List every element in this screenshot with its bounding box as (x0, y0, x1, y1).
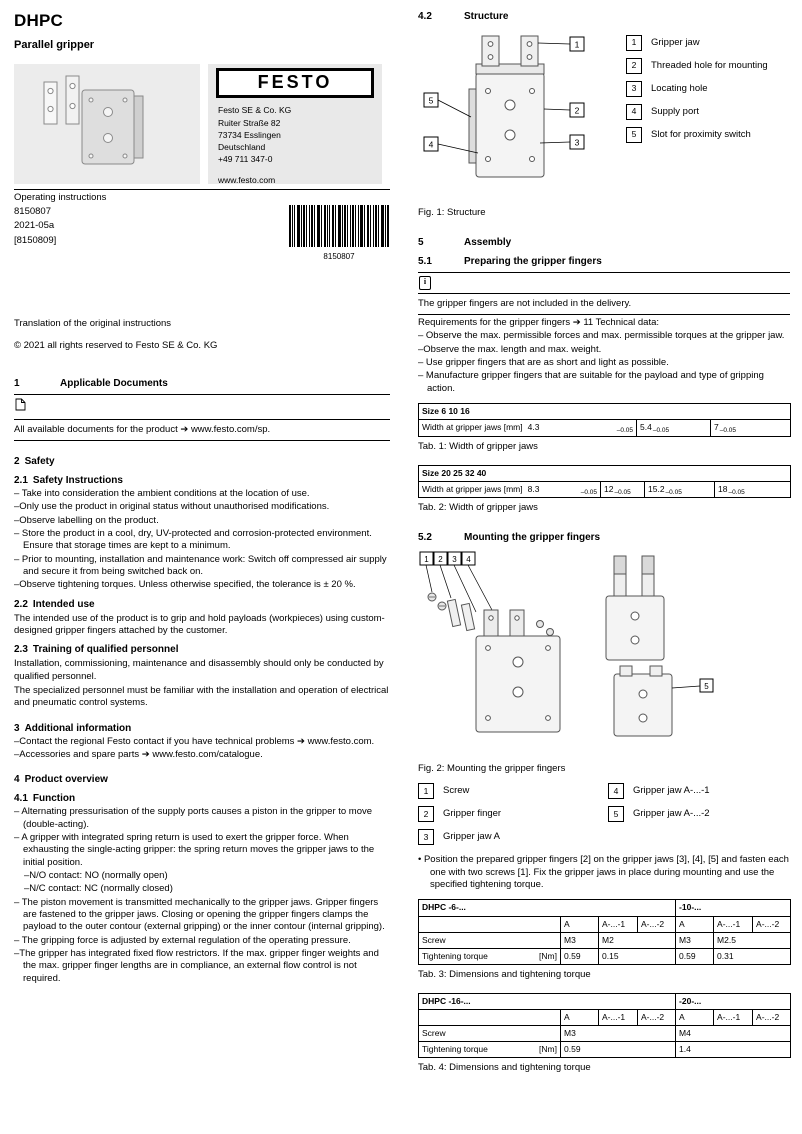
legend-item (626, 81, 768, 97)
callout-number: 1 (424, 554, 429, 564)
table-row (419, 932, 791, 948)
callout-2 (570, 103, 584, 117)
table-cell: A-...-1 (599, 1010, 638, 1026)
table-cell: $5.4_{-0.05}$ (637, 420, 711, 436)
callout-4 (424, 137, 438, 151)
address-line: Deutschland (218, 142, 266, 153)
table-cell: 0.15 (599, 948, 676, 964)
requirements-intro: Requirements for the gripper fingers ➔ 11 Technical data: (418, 317, 660, 329)
table-row (419, 465, 791, 481)
callout-5 (700, 679, 713, 692)
section-title: Applicable Documents (60, 378, 168, 390)
intended-use-body: The intended use of the product is to grip and hold payloads (workpieces) using custom-designed gripper fingers attached by the customer. (14, 612, 385, 636)
section-4-1-heading: 4.1 Function (14, 793, 76, 805)
legend-item (626, 127, 768, 143)
callout-number: 2 (438, 554, 443, 564)
table-2 (418, 465, 791, 498)
legend-number: 4 (626, 104, 642, 120)
table-cell: $12_{-0.05}$ (601, 481, 645, 497)
table-3-caption: Tab. 3: Dimensions and tightening torque (418, 968, 591, 980)
list-item: – Prior to mounting, installation and maintenance work: Switch off compressed air supply and secure it from being switched back on. (14, 553, 387, 577)
table-cell: Width at gripper jaws [mm] 4.3 –0.05 (419, 420, 637, 436)
section-5-1-heading: 5.1 Preparing the gripper fingers (418, 255, 602, 267)
table-cell (419, 1010, 561, 1026)
supplier-website-link[interactable]: www.festo.com (218, 174, 276, 185)
legend-label: Gripper jaw A-...-1 (633, 785, 710, 797)
table-cell: Screw (419, 1026, 561, 1042)
list-item: – Observe the max. permissible forces and max. permissible torques at the gripper jaw. (418, 330, 785, 342)
section-2-heading: 2 Safety (14, 455, 55, 467)
legend-number: 4 (608, 783, 624, 799)
table-cell: Tightening torque [Nm] (419, 1042, 561, 1058)
festo-logo: FESTO (216, 68, 374, 98)
safety-instructions-list (14, 488, 390, 592)
legend-number: 1 (626, 35, 642, 51)
tolerance: –0.05 (652, 427, 670, 435)
figure-2-caption: Fig. 2: Mounting the gripper fingers (418, 763, 566, 775)
callout-number: 5 (704, 681, 709, 691)
structure-drawing (418, 31, 608, 199)
table-row (419, 1026, 791, 1042)
function-list (14, 806, 390, 985)
table-cell: A-...-1 (714, 1010, 753, 1026)
applicable-documents-text: All available documents for the product ➔ www.festo.com/sp. (14, 420, 390, 441)
list-item: – Store the product in a cool, dry, UV-protected and corrosion-protected environment. Ensure that storage times are kept to a minimum. (14, 527, 372, 552)
legend-item (608, 806, 798, 822)
requirements-list (418, 330, 790, 395)
table-cell: A-...-2 (753, 1010, 791, 1026)
section-2-1-heading: 2.1 Safety Instructions (14, 474, 123, 486)
applicable-documents-note (14, 394, 390, 441)
table-cell (419, 916, 561, 932)
legend-label: Supply port (651, 105, 700, 117)
callout-3 (570, 135, 584, 149)
legend-label: Gripper finger (443, 808, 502, 820)
table-cell: DHPC -6-... (419, 900, 676, 916)
legend-number: 2 (626, 58, 642, 74)
legend-number: 5 (626, 127, 642, 143)
legend-item (608, 783, 798, 799)
figure-2-legend (418, 783, 790, 852)
address-line: +49 711 347-0 (218, 154, 273, 165)
product-photo (14, 64, 200, 184)
doc-order-number: 8150807 (14, 205, 51, 217)
table-cell: M3 (561, 932, 599, 948)
table-cell: M2.5 (714, 932, 791, 948)
figure-1-caption: Fig. 1: Structure (418, 207, 486, 219)
section-2-2-heading: 2.2 Intended use (14, 598, 95, 610)
page-subtitle: Parallel gripper (14, 39, 95, 52)
table-cell: M3 (676, 932, 714, 948)
legend-label: Gripper jaw A (443, 831, 501, 843)
tolerance: –0.05 (665, 488, 682, 496)
address-line: Ruiter Straße 82 (218, 117, 281, 128)
translation-note: Translation of the original instructions (14, 318, 172, 330)
callout-number: 4 (428, 139, 434, 150)
doc-version: 2021-05a (14, 220, 55, 232)
additional-info-list (14, 736, 390, 762)
legend-item (418, 806, 608, 822)
table-1-caption: Tab. 1: Width of gripper jaws (418, 440, 538, 452)
legend-item (626, 35, 768, 51)
sub-list-item: –N/O contact: NO (normally open) (24, 870, 168, 882)
legend-item (626, 58, 768, 74)
callout-number: 4 (466, 554, 471, 564)
table-cell: Size 20 25 32 40 (419, 465, 791, 481)
tolerance: –0.05 (614, 488, 631, 496)
tolerance: –0.05 (728, 488, 745, 496)
table-row (419, 948, 791, 964)
table-3 (418, 899, 791, 964)
list-item: –Observe the max. length and max. weight. (418, 343, 602, 355)
left-column (14, 10, 390, 985)
table-cell: A-...-1 (599, 916, 638, 932)
table-cell: Screw (419, 932, 561, 948)
section-number: 1 (14, 378, 20, 390)
table-cell: A-...-2 (638, 916, 676, 932)
legend-item (626, 104, 768, 120)
section-5-heading: 5 Assembly (418, 236, 512, 248)
gripper-product-drawing (14, 64, 200, 184)
legend-label: Locating hole (651, 82, 708, 94)
legend-number: 3 (626, 81, 642, 97)
legend-label: Threaded hole for mounting (651, 59, 768, 71)
document-icon (15, 398, 26, 415)
callout-number: 3 (452, 554, 457, 564)
sub-list-item: –N/C contact: NC (normally closed) (24, 883, 173, 895)
barcode-number: 8150807 (323, 252, 355, 262)
table-cell: M3 (561, 1026, 676, 1042)
legend-number: 3 (418, 829, 434, 845)
mounting-drawing (418, 550, 728, 755)
barcode (288, 205, 390, 263)
list-item: –Only use the product in original status without unauthorised modifications. (14, 501, 330, 513)
list-item: – Take into consideration the ambient conditions at the location of use. (14, 487, 310, 499)
table-cell: 1.4 (676, 1042, 791, 1058)
table-cell: A-...-2 (753, 916, 791, 932)
table-cell: 0.59 (561, 1042, 676, 1058)
figure-1-legend (608, 31, 768, 203)
list-item: – Manufacture gripper fingers that are suitable for the payload and type of gripping action. (418, 370, 764, 394)
right-column (418, 10, 790, 1075)
doc-type-label: Operating instructions (14, 192, 107, 204)
training-body-1: Installation, commissioning, maintenance and disassembly should only be conducted by qualified personnel. (14, 658, 384, 682)
list-item: – Use gripper fingers that are as short and light as possible. (418, 357, 669, 369)
table-row (419, 404, 791, 420)
list-item: –Observe tightening torques. Unless otherwise specified, the tolerance is ± 20 %. (14, 579, 356, 591)
table-4-caption: Tab. 4: Dimensions and tightening torque (418, 1062, 591, 1074)
table-cell: M4 (676, 1026, 791, 1042)
list-item: – A gripper with integrated spring return is used to exert the gripper force. When exhausting the single-acting gripper: the spring return moves the gripper jaws to the initial position. (14, 832, 375, 868)
address-line: Festo SE & Co. KG (218, 105, 292, 116)
supplier-info-box (208, 64, 382, 184)
tolerance: –0.05 (580, 488, 597, 496)
callout-row (420, 552, 475, 565)
table-row (419, 916, 791, 932)
table-4 (418, 993, 791, 1058)
table-cell: 0.59 (561, 948, 599, 964)
table-cell: A (676, 1010, 714, 1026)
list-item: – The piston movement is transmitted mechanically to the gripper jaws. Gripper fingers are fastened to the gripper jaws. Closing or opening the gripper fingers clamps the payload to the outer contour (external gripping) or the inner contour (internal gripping). (14, 896, 385, 933)
table-cell: $18_{-0.05}$ (715, 481, 791, 497)
legend-number: 1 (418, 783, 434, 799)
delivery-note-text: The gripper fingers are not included in the delivery. (418, 294, 790, 315)
table-cell: -10-... (676, 900, 791, 916)
table-row (419, 1010, 791, 1026)
legend-number: 2 (418, 806, 434, 822)
table-cell: -20-... (676, 994, 791, 1010)
table-cell: A (676, 916, 714, 932)
section-2-3-heading: 2.3 Training of qualified personnel (14, 644, 179, 656)
table-cell: Size 6 10 16 (419, 404, 791, 420)
callout-number: 1 (574, 39, 580, 50)
info-icon: i (419, 276, 431, 290)
legend-item (418, 783, 608, 799)
table-row (419, 420, 791, 436)
table-1 (418, 403, 791, 436)
table-cell: A-...-2 (638, 1010, 676, 1026)
legend-item (418, 829, 608, 845)
section-5-2-heading: 5.2 Mounting the gripper fingers (418, 531, 601, 543)
list-item: –Contact the regional Festo contact if you have technical problems ➔ www.festo.com. (14, 735, 375, 747)
table-cell: 0.31 (714, 948, 791, 964)
section-3-heading: 3 Additional information (14, 722, 132, 734)
legend-number: 5 (608, 806, 624, 822)
table-cell: A (561, 1010, 599, 1026)
section-4-heading: 4 Product overview (14, 774, 108, 786)
figure-2 (418, 550, 790, 759)
doc-numbers (14, 205, 288, 249)
callout-5 (424, 93, 438, 107)
legend-label: Screw (443, 785, 470, 797)
list-item: –The gripper has integrated fixed flow restrictors. If the max. gripper finger weights and the max. gripper finger lengths are in compliance, an external flow control is not required. (14, 948, 379, 984)
table-row (419, 900, 791, 916)
legend-label: Slot for proximity switch (651, 128, 751, 140)
table-cell: M2 (599, 932, 676, 948)
list-item: – Alternating pressurisation of the supply ports causes a piston in the gripper to move (double-acting). (14, 806, 373, 830)
table-cell: A (561, 916, 599, 932)
legend-label: Gripper jaw (651, 36, 700, 48)
supplier-address (208, 98, 382, 166)
table-2-caption: Tab. 2: Width of gripper jaws (418, 502, 538, 514)
table-cell: DHPC -16-... (419, 994, 676, 1010)
table-cell: Width at gripper jaws [mm] 8.3 –0.05 (419, 481, 601, 497)
callout-1 (570, 37, 584, 51)
mounting-step: • Position the prepared gripper fingers [2] on the gripper jaws [3], [4], [5] and fasten each one with two screws [1]. Fix the gripper jaws in place during mounting and use the specified tightening torque. (418, 854, 789, 891)
figure-1 (418, 31, 790, 203)
table-cell: $15.2_{-0.05}$ (645, 481, 715, 497)
list-item: –Accessories and spare parts ➔ www.festo.com/catalogue. (14, 749, 263, 760)
delivery-note (418, 272, 790, 315)
list-item: – The gripping force is adjusted by external regulation of the operating pressure. (14, 934, 351, 946)
tolerance: –0.05 (719, 427, 737, 435)
product-header-row (14, 64, 390, 184)
barcode-bars (289, 205, 389, 247)
training-body-2: The specialized personnel must be familiar with the installation and operation of electrical and pneumatic control systems. (14, 684, 389, 709)
table-row (419, 481, 791, 497)
table-row (419, 994, 791, 1010)
list-item: –Observe labelling on the product. (14, 514, 159, 526)
section-1-heading (14, 377, 390, 390)
page-title: DHPC (14, 11, 63, 30)
table-cell: A-...-1 (714, 916, 753, 932)
copyright-note: © 2021 all rights reserved to Festo SE & Co. KG (14, 339, 218, 351)
table-cell: 0.59 (676, 948, 714, 964)
document-meta-block (14, 189, 390, 262)
doc-alt-number: [8150809] (14, 235, 57, 247)
address-line: 73734 Esslingen (218, 129, 281, 140)
table-row (419, 1042, 791, 1058)
table-cell: $7_{-0.05}$ (711, 420, 791, 436)
callout-number: 2 (574, 105, 580, 116)
callout-number: 3 (574, 137, 580, 148)
section-4-2-heading: 4.2 Structure (418, 11, 509, 22)
legend-label: Gripper jaw A-...-2 (633, 808, 710, 820)
callout-number: 5 (428, 95, 434, 106)
tolerance: –0.05 (616, 427, 633, 435)
table-cell: Tightening torque [Nm] (419, 948, 561, 964)
